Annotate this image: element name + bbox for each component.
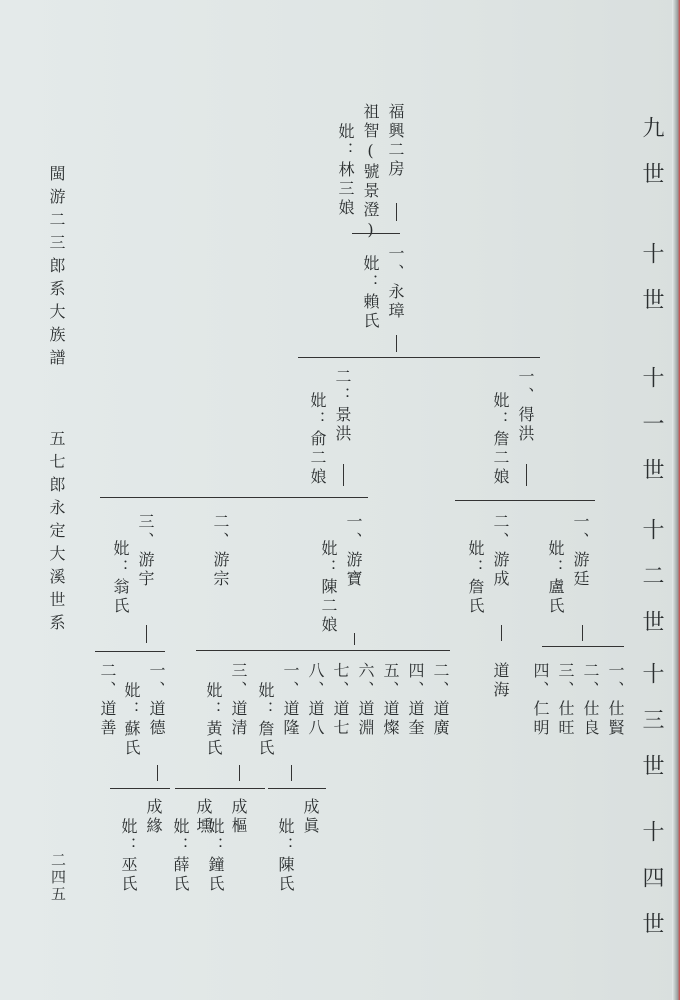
section-title: 五七郎永定大溪世系: [47, 430, 66, 637]
gen12-name: 一、游寶: [344, 513, 363, 589]
gen10-name: 一、永璋: [386, 245, 405, 321]
gen12-name: 一、游廷: [571, 513, 590, 589]
generation-label-13: 十三世: [639, 662, 664, 800]
generation-label-9: 九世: [639, 116, 664, 208]
gen13-name: 三、道清: [229, 662, 248, 738]
gen13-name: 二、仕良: [581, 662, 600, 738]
gen9-name: 祖智(號景澄): [361, 103, 380, 242]
gen10-spouse: 妣：賴氏: [361, 255, 380, 331]
gen12-name: 三、游宇: [136, 513, 155, 589]
gen13-name: 六、道淵: [356, 662, 375, 738]
gen13-name: 一、道德: [147, 662, 166, 738]
gen9-spouse: 妣：林三娘: [336, 123, 355, 218]
gen13-spouse: 妣：詹氏: [256, 682, 275, 758]
gen12-spouse: 妣：盧氏: [546, 540, 565, 616]
gen13-name: 三、仕旺: [556, 662, 575, 738]
gen12-spouse: 妣：陳二娘: [319, 540, 338, 635]
gen14-spouse: 妣：巫氏: [119, 818, 138, 894]
gen14-name: 成緣: [144, 798, 163, 836]
gen14-spouse: 妣：薛氏: [171, 818, 190, 894]
generation-label-11: 十一世: [639, 366, 664, 504]
gen13-name: 一、仕賢: [606, 662, 625, 738]
book-title: 閩游二三郎系大族譜: [47, 165, 66, 372]
gen14-spouse: 妣：陳氏: [276, 818, 295, 894]
generation-label-12: 十二世: [639, 518, 664, 656]
page-edge: [672, 0, 680, 1000]
gen12-name: 二、游宗: [211, 513, 230, 589]
gen11-spouse: 妣：俞二娘: [308, 392, 327, 487]
gen13-name: 四、仁明: [531, 662, 550, 738]
gen9-name: 福興二房: [386, 103, 405, 179]
gen14-name: 成壎: [194, 798, 213, 836]
gen11-name: 二：景洪: [333, 368, 352, 444]
gen14-name: 成樞: [229, 798, 248, 836]
gen12-spouse: 妣：詹氏: [466, 540, 485, 616]
gen13-name: 七、道七: [331, 662, 350, 738]
gen13-name: 一、道隆: [281, 662, 300, 738]
gen13-name: 四、道奎: [406, 662, 425, 738]
gen11-name: 一、得洪: [516, 368, 535, 444]
gen12-spouse: 妣：翁氏: [111, 540, 130, 616]
gen13-name: 道海: [491, 662, 510, 700]
gen13-spouse: 妣：黃氏: [204, 682, 223, 758]
gen13-name: 五、道燦: [381, 662, 400, 738]
gen13-name: 二、道廣: [431, 662, 450, 738]
page-number: 二四五: [49, 852, 67, 903]
generation-label-10: 十世: [639, 242, 664, 334]
gen13-name: 八、道八: [306, 662, 325, 738]
gen13-spouse: 妣：蘇氏: [122, 682, 141, 758]
gen11-spouse: 妣：詹二娘: [491, 392, 510, 487]
generation-label-14: 十四世: [639, 820, 664, 958]
gen12-name: 二、游成: [491, 513, 510, 589]
gen13-name: 二、道善: [98, 662, 117, 738]
gen14-name: 成眞: [301, 798, 320, 836]
gen14-spouse: 妣：鐘氏: [206, 818, 225, 894]
